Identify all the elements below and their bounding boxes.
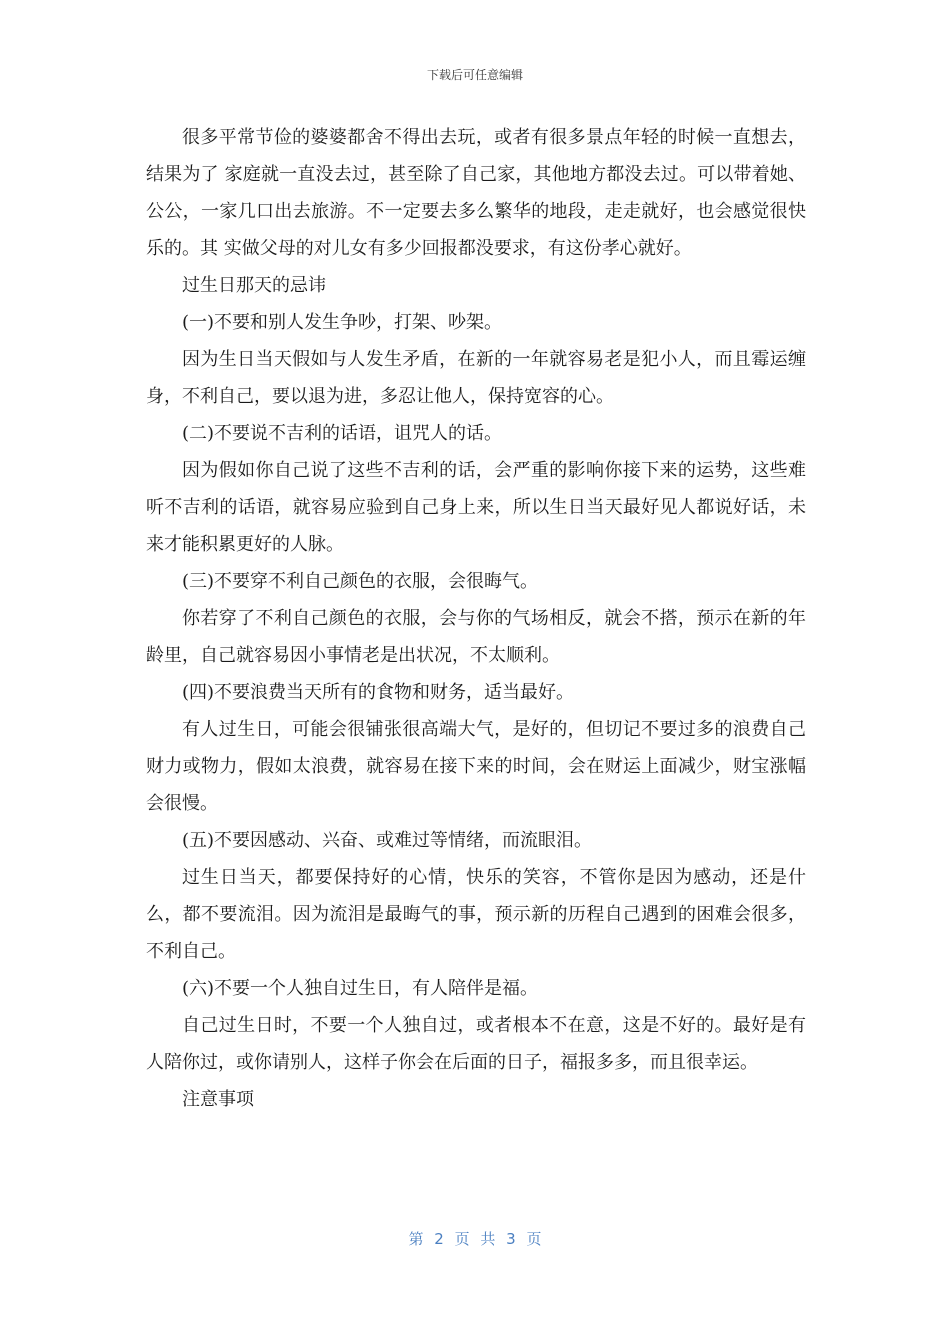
taboo-item-6: (六)不要一个人独自过生日，有人陪伴是福。 (182, 978, 539, 999)
taboo-item-1: (一)不要和别人发生争吵，打架、吵架。 (182, 312, 503, 333)
section-heading-notes: 注意事项 (182, 1089, 254, 1110)
taboo-explanation-2: 因为假如你自己说了这些不吉利的话，会严重的影响你接下来的运势，这些难听不吉利的话语，就容易应验到自己身上来，所以生日当天最好见人都说好话，未来才能积累更好的人脉。 (146, 460, 806, 555)
taboo-explanation-5: 过生日当天，都要保持好的心情，快乐的笑容，不管你是因为感动，还是什么，都不要流泪。因为流泪是最晦气的事，预示新的历程自己遇到的困难会很多，不利自己。 (146, 867, 806, 962)
page-header: 下载后可任意编辑 (426, 68, 523, 82)
taboo-explanation-1: 因为生日当天假如与人发生矛盾，在新的一年就容易老是犯小人，而且霉运缠身，不利自己，要以退为进，多忍让他人，保持宽容的心。 (146, 349, 806, 407)
taboo-item-4: (四)不要浪费当天所有的食物和财务，适当最好。 (182, 682, 575, 703)
section-heading-birthday-taboos: 过生日那天的忌讳 (182, 275, 326, 296)
taboo-explanation-6: 自己过生日时，不要一个人独自过，或者根本不在意，这是不好的。最好是有人陪你过，或你请别人，这样子你会在后面的日子，福报多多，而且很幸运。 (146, 1015, 806, 1073)
paragraph-travel-with-parents: 很多平常节俭的婆婆都舍不得出去玩，或者有很多景点年轻的时候一直想去，结果为了 家庭就一直没去过，甚至除了自己家，其他地方都没去过。可以带着她、公公，一家几口出去旅游。不一定要去多么繁华的地段，走走就好，也会感觉很快乐的。其 实做父母的对儿女有多少回报都没要求，有这份孝心就好。 (146, 127, 806, 259)
taboo-item-5: (五)不要因感动、兴奋、或难过等情绪，而流眼泪。 (182, 830, 593, 851)
taboo-item-3: (三)不要穿不利自己颜色的衣服，会很晦气。 (182, 571, 539, 592)
taboo-explanation-4: 有人过生日，可能会很铺张很高端大气，是好的，但切记不要过多的浪费自己财力或物力，假如太浪费，就容易在接下来的时间，会在财运上面减少，财宝涨幅会很慢。 (146, 719, 806, 814)
page-number-footer: 第 2 页 共 3 页 (408, 1230, 542, 1248)
document-body (146, 119, 806, 1118)
taboo-explanation-3: 你若穿了不利自己颜色的衣服，会与你的气场相反，就会不搭，预示在新的年龄里，自己就容易因小事情老是出状况，不太顺利。 (146, 608, 806, 666)
taboo-item-2: (二)不要说不吉利的话语，诅咒人的话。 (182, 423, 503, 444)
